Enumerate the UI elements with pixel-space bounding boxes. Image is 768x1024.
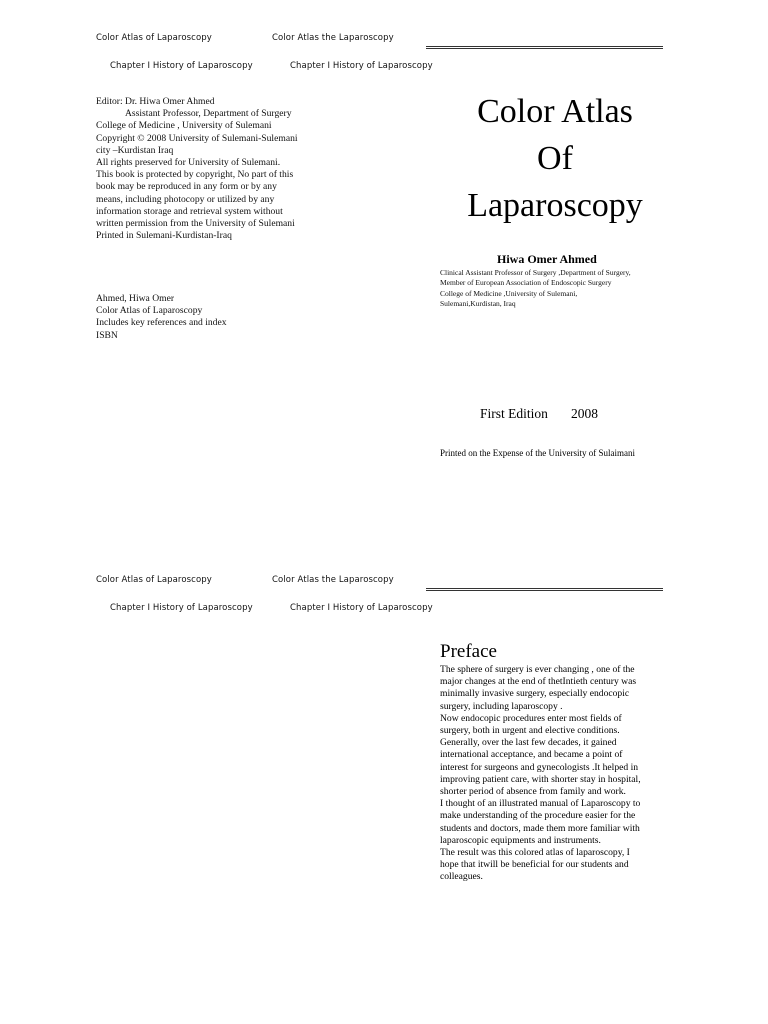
preface-line: The sphere of surgery is ever changing , one of the bbox=[440, 664, 635, 675]
copyright-line: College of Medicine , University of Sulemani bbox=[96, 120, 272, 132]
preface-line: interest for surgeons and gynecologists .It helped in bbox=[440, 761, 639, 773]
chapter-header-left: Chapter I History of Laparoscopy bbox=[110, 61, 253, 71]
credential-line: Member of European Association of Endoscopic Surgery bbox=[440, 278, 612, 288]
copyright-line: This book is protected by copyright, No part of this bbox=[96, 169, 294, 181]
copyright-line: book may be reproduced in any form or by any bbox=[96, 181, 277, 193]
preface-line: make understanding of the procedure easier for the bbox=[440, 810, 636, 822]
preface-line: students and doctors, made them more familiar with bbox=[440, 822, 640, 834]
running-header-right: Color Atlas the Laparoscopy bbox=[272, 33, 394, 43]
running-header-left: Color Atlas of Laparoscopy bbox=[96, 33, 212, 43]
preface-line: improving patient care, with shorter stay in hospital, bbox=[440, 773, 641, 785]
running-header-right: Color Atlas the Laparoscopy bbox=[272, 575, 394, 585]
preface-line: minimally invasive surgery, especially endocopic bbox=[440, 688, 630, 700]
catalog-line: Ahmed, Hiwa Omer bbox=[96, 293, 175, 304]
copyright-line: Editor: Dr. Hiwa Omer Ahmed bbox=[96, 96, 215, 107]
copyright-line: All rights preserved for University of Sulemani. bbox=[96, 157, 281, 169]
copyright-line: city –Kurdistan Iraq bbox=[96, 144, 174, 156]
chapter-header-right: Chapter I History of Laparoscopy bbox=[290, 603, 433, 613]
preface-line: hope that itwill be beneficial for our students and bbox=[440, 859, 629, 871]
copyright-line: Printed in Sulemani-Kurdistan-Iraq bbox=[96, 230, 232, 242]
edition-label: First Edition bbox=[480, 406, 548, 421]
copyright-line: information storage and retrieval system without bbox=[96, 205, 283, 217]
header-rule bbox=[426, 46, 663, 49]
copyright-line: written permission from the University of Sulemani bbox=[96, 218, 295, 230]
preface-line: I thought of an illustrated manual of Laparoscopy to bbox=[440, 798, 641, 810]
preface-line: international acceptance, and became a point of bbox=[440, 749, 623, 761]
copyright-line: Copyright © 2008 University of Sulemani-Sulemani bbox=[96, 132, 298, 144]
preface-line: Now endocopic procedures enter most fields of bbox=[440, 712, 622, 724]
preface-heading: Preface bbox=[440, 641, 497, 662]
author-credentials bbox=[440, 268, 631, 309]
chapter-header-right: Chapter I History of Laparoscopy bbox=[290, 61, 433, 71]
title-line: Laparoscopy bbox=[467, 187, 643, 224]
catalog-line: ISBN bbox=[96, 329, 118, 341]
catalog-line: Color Atlas of Laparoscopy bbox=[96, 305, 203, 317]
author-name: Hiwa Omer Ahmed bbox=[497, 252, 597, 266]
header-rule bbox=[426, 588, 663, 591]
preface-line: laparoscopic equipments and instruments. bbox=[440, 834, 601, 846]
credential-line: College of Medicine ,University of Sulemani, bbox=[440, 288, 578, 298]
book-title bbox=[430, 88, 680, 229]
preface-line: surgery, both in urgent and elective conditions. bbox=[440, 725, 620, 737]
credential-line: Clinical Assistant Professor of Surgery ,Department of Surgery, bbox=[440, 268, 631, 277]
edition-year: 2008 bbox=[571, 406, 598, 421]
copyright-line: means, including photocopy or utilized by any bbox=[96, 193, 275, 205]
catalog-block bbox=[96, 293, 227, 342]
preface-line: The result was this colored atlas of laparoscopy, I bbox=[440, 847, 630, 859]
title-line: Color Atlas bbox=[477, 93, 633, 130]
credential-line: Sulemani,Kurdistan, Iraq bbox=[440, 298, 516, 308]
preface-line: shorter period of absence from family and work. bbox=[440, 786, 626, 798]
running-header-left: Color Atlas of Laparoscopy bbox=[96, 575, 212, 585]
copyright-line: Assistant Professor, Department of Surgery bbox=[125, 108, 292, 120]
copyright-block bbox=[96, 96, 298, 242]
preface-line: surgery, including laparoscopy . bbox=[440, 700, 563, 712]
printed-note: Printed on the Expense of the University of Sulaimani bbox=[440, 448, 635, 458]
title-line: Of bbox=[537, 140, 573, 177]
preface-line: Generally, over the last few decades, it gained bbox=[440, 737, 617, 749]
preface-body bbox=[440, 664, 641, 884]
preface-line: major changes at the end of thetIntieth century was bbox=[440, 676, 637, 688]
preface-line: colleagues. bbox=[440, 871, 483, 883]
chapter-header-left: Chapter I History of Laparoscopy bbox=[110, 603, 253, 613]
catalog-line: Includes key references and index bbox=[96, 317, 227, 329]
